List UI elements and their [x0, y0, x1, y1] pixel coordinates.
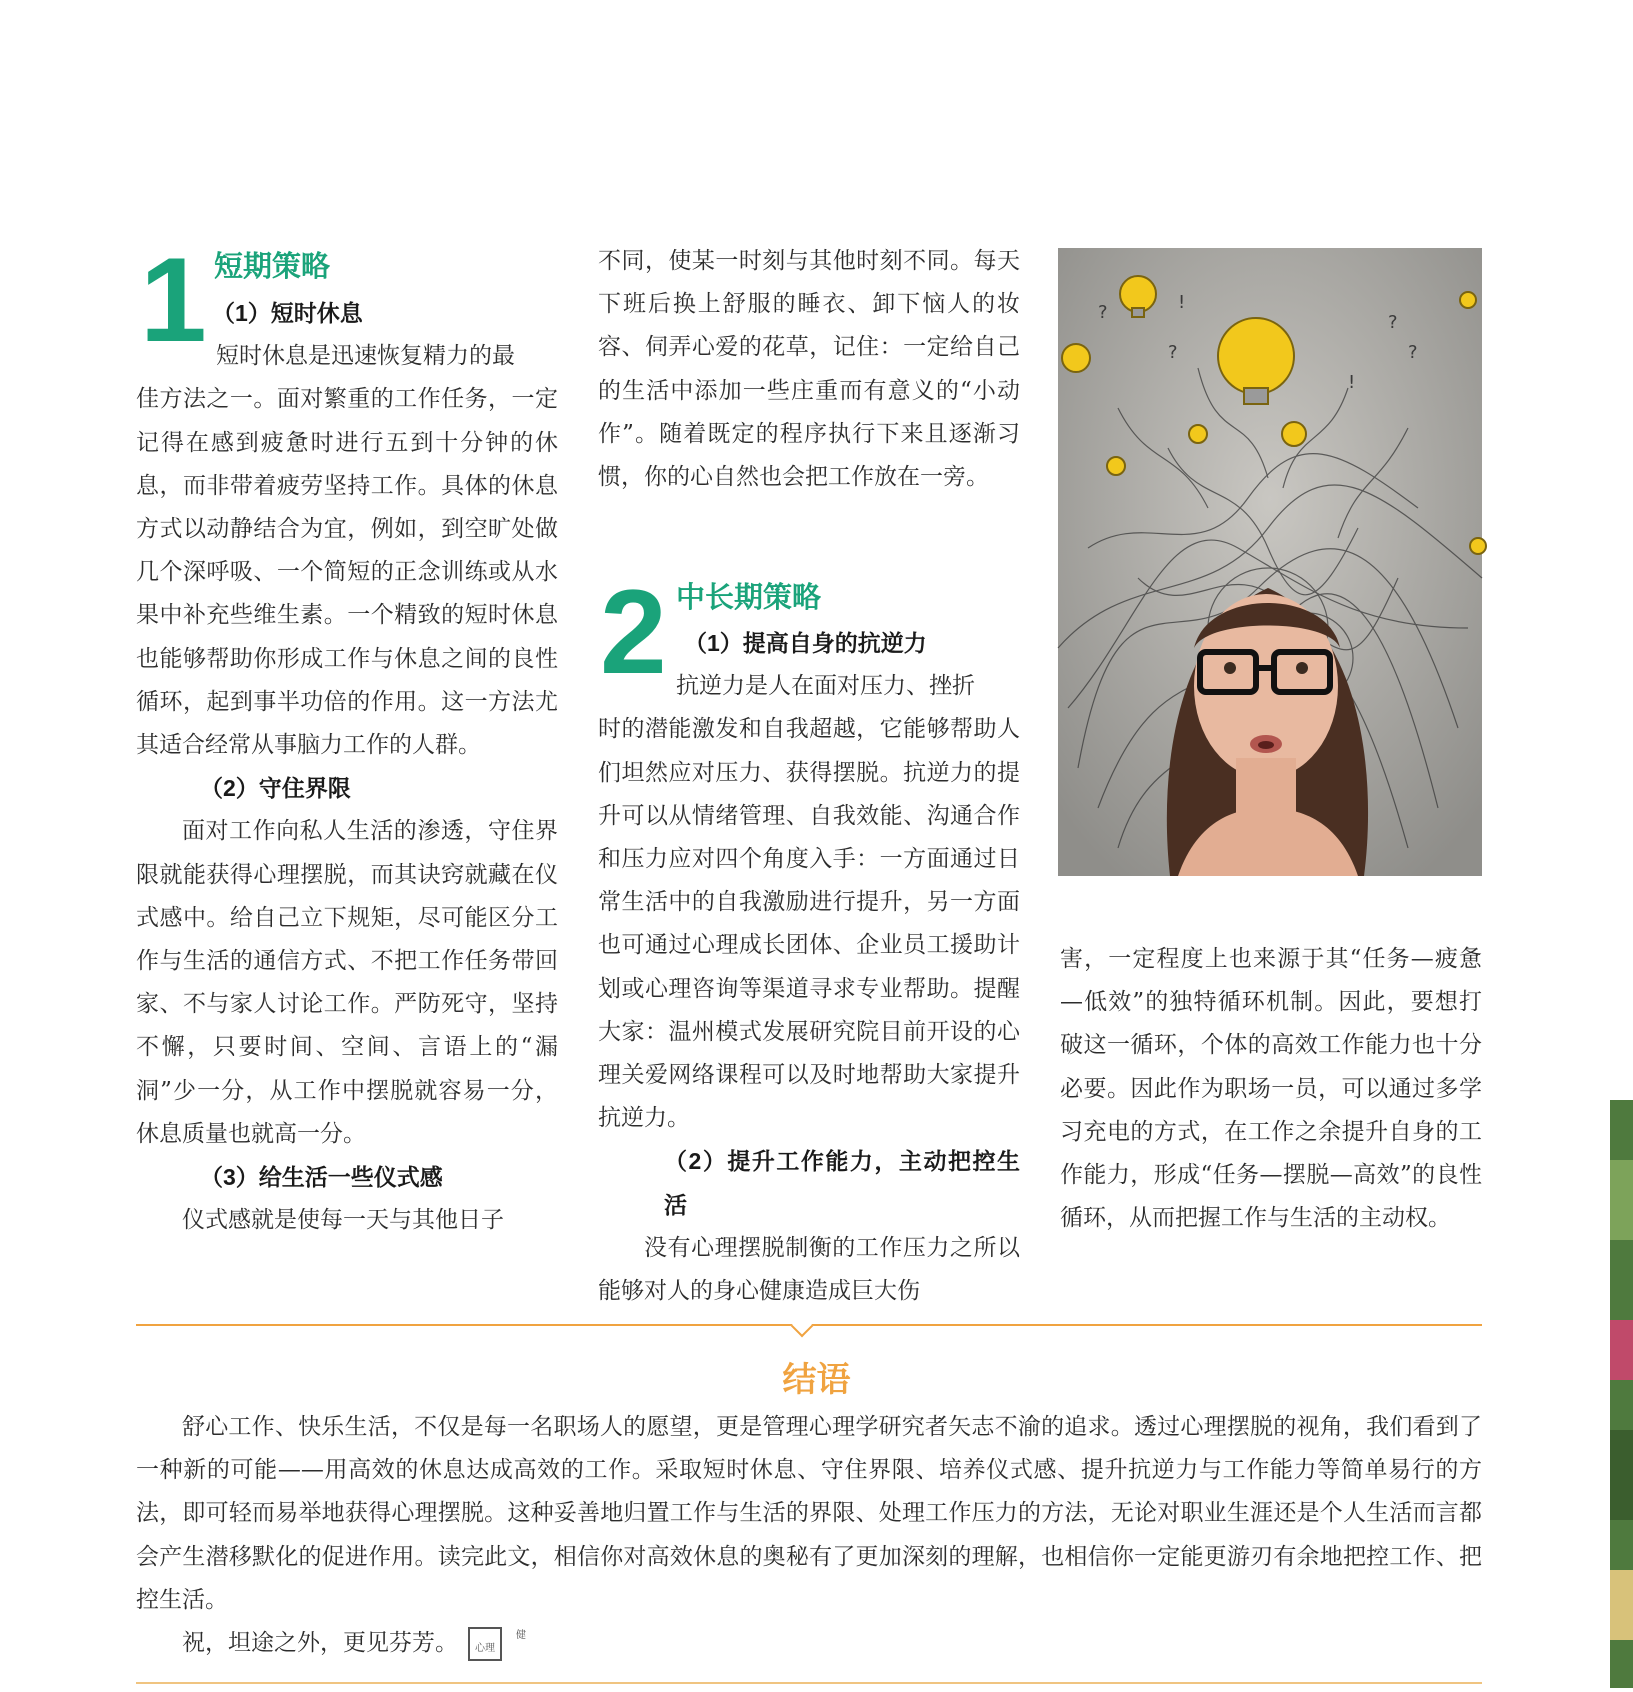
section-1-sub-2: （2）守住界限: [200, 775, 351, 802]
svg-text:?: ?: [1098, 302, 1108, 323]
section-2-sub-2: （2）提升工作能力，主动把控生活: [664, 1148, 1020, 1218]
section-1-number: 1: [140, 233, 207, 367]
svg-text:!: !: [1348, 372, 1356, 393]
section-2-sub-1: （1）提高自身的抗逆力: [684, 630, 927, 656]
section-1-para-2: 面对工作向私人生活的渗透，守住界限就能获得心理摆脱，而其诀窍就藏在仪式感中。给自己立下规矩，尽可能区分工作与生活的通信方式、不把工作任务带回家、不与家人讨论工作。严防死守，坚持不懈，只要时间、空间、言语上的“漏洞”少一分，从工作中摆脱就容易一分，休息质量也就高一分。: [136, 818, 558, 1147]
section-2-title: 中长期策略: [676, 582, 822, 614]
woman-lightbulbs-illustration: [1058, 248, 1482, 876]
svg-text:!: !: [1178, 292, 1186, 313]
column-2-lower: [598, 622, 1020, 1313]
column-2: [598, 240, 1020, 499]
conclusion-para-2: [136, 1622, 1482, 1665]
conclusion-body: [136, 1406, 1482, 1665]
section-1-para-1-first: 短时休息是迅速恢复精力的最: [216, 343, 515, 370]
svg-text:?: ?: [1168, 342, 1178, 363]
column-1: [136, 292, 558, 1242]
section-2-number: 2: [600, 565, 667, 699]
conclusion-para-1: 舒心工作、快乐生活，不仅是每一名职场人的愿望，更是管理心理学研究者矢志不渝的追求。透过心理摆脱的视角，我们看到了一种新的可能——用高效的休息达成高效的工作。采取短时休息、守住界限、培养仪式感、提升抗逆力与工作能力等简单易行的方法，即可轻而易举地获得心理摆脱。这种妥善地归置工作与生活的界限、处理工作压力的方法，无论对职业生涯还是个人生活而言都会产生潜移默化的促进作用。读完此文，相信你对高效休息的奥秘有了更加深刻的理解，也相信你一定能更游刃有余地把控工作、把控生活。: [136, 1414, 1482, 1613]
magazine-seal-icon: 健心理: [468, 1627, 502, 1661]
section-2-para-2-cont: 害，一定程度上也来源于其“任务—疲惫—低效”的独特循环机制。因此，要想打破这一循环，个体的高效工作能力也十分必要。因此作为职场一员，可以通过多学习充电的方式，在工作之余提升自身的工作能力，形成“任务—摆脱—高效”的良性循环，从而把握工作与生活的主动权。: [1060, 946, 1482, 1232]
closing-line: 祝，坦途之外，更见芬芳。: [182, 1630, 458, 1657]
section-1-para-3-cont: 不同，使某一时刻与其他时刻不同。每天下班后换上舒服的睡衣、卸下恼人的妆容、伺弄心爱的花草，记住：一定给自己的生活中添加一些庄重而有意义的“小动作”。随着既定的程序执行下来且逐渐习惯，你的心自然也会把工作放在一旁。: [598, 248, 1020, 491]
divider-notch: [791, 1315, 814, 1338]
section-1-title: 短期策略: [214, 251, 331, 283]
section-2-para-2-start: 没有心理摆脱制衡的工作压力之所以能够对人的身心健康造成巨大伤: [598, 1234, 1020, 1305]
conclusion-title: 结语: [782, 1361, 851, 1399]
bottom-rule: [136, 1682, 1482, 1684]
section-1-para-3-start: 仪式感就是使每一天与其他日子: [182, 1207, 504, 1234]
section-1-sub-3: （3）给生活一些仪式感: [200, 1164, 443, 1191]
svg-text:?: ?: [1388, 312, 1398, 333]
column-3: [1060, 938, 1482, 1240]
next-page-photo-edge: [1610, 1100, 1633, 1688]
section-1-sub-1: （1）短时休息: [212, 300, 363, 326]
svg-text:?: ?: [1408, 342, 1418, 363]
section-2-para-1-rest: 时的潜能激发和自我超越，它能够帮助人们坦然应对压力、获得摆脱。抗逆力的提升可以从情绪管理、自我效能、沟通合作和压力应对四个角度入手：一方面通过日常生活中的自我激励进行提升，另一方面也可通过心理成长团体、企业员工援助计划或心理咨询等渠道寻求专业帮助。提醒大家：温州模式发展研究院目前开设的心理关爱网络课程可以及时地帮助大家提升抗逆力。: [598, 716, 1020, 1132]
section-1-para-1-rest: 佳方法之一。面对繁重的工作任务，一定记得在感到疲惫时进行五到十分钟的休息，而非带着疲劳坚持工作。具体的休息方式以动静结合为宜，例如，到空旷处做几个深呼吸、一个简短的正念训练或从水果中补充些维生素。一个精致的短时休息也能够帮助你形成工作与休息之间的良性循环，起到事半功倍的作用。这一方法尤其适合经常从事脑力工作的人群。: [136, 386, 558, 759]
section-2-para-1-first: 抗逆力是人在面对压力、挫折: [676, 673, 975, 700]
